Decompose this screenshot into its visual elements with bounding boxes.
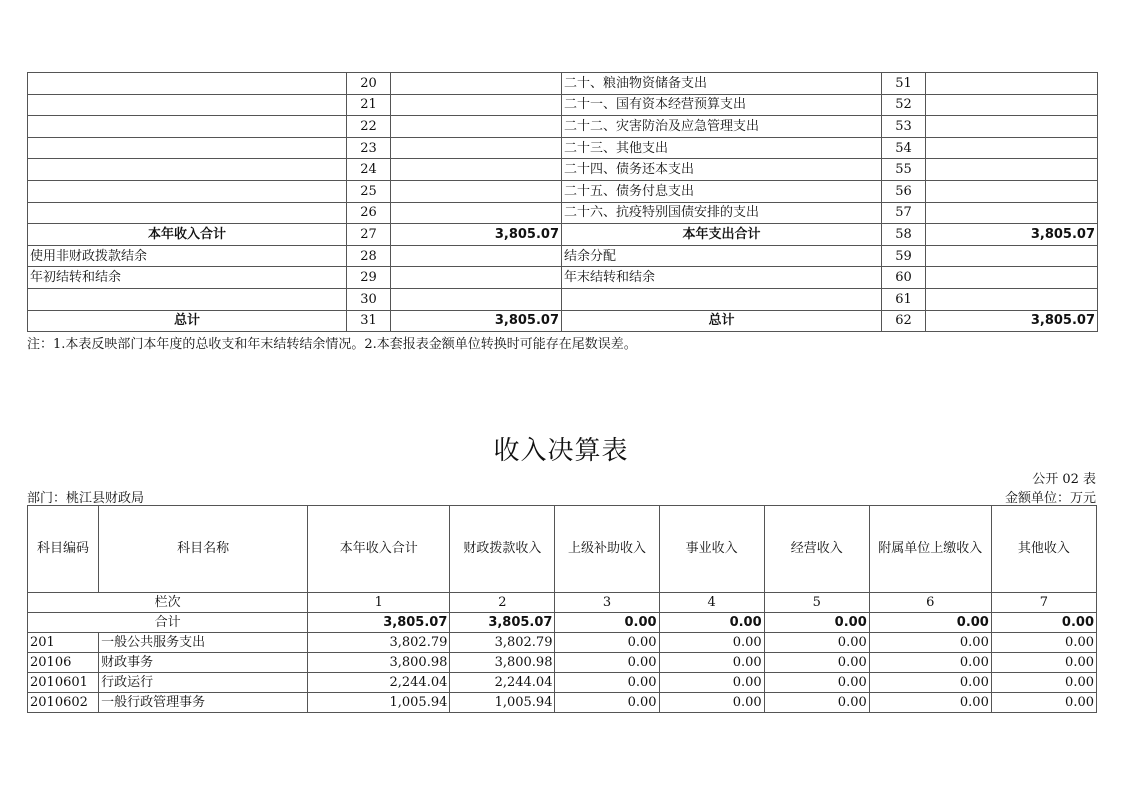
left-line-number: 26 — [347, 202, 391, 224]
header-row — [28, 506, 1097, 593]
right-amount — [926, 202, 1098, 224]
subject-code: 2010601 — [28, 673, 99, 693]
column-number: 7 — [991, 593, 1096, 613]
right-item-label: 结余分配 — [562, 245, 882, 267]
subject-code: 20106 — [28, 653, 99, 673]
right-amount: 3,805.07 — [926, 224, 1098, 246]
right-line-number: 61 — [882, 288, 926, 310]
total-value: 3,805.07 — [450, 613, 555, 633]
left-amount — [391, 202, 562, 224]
summary-row — [28, 73, 1098, 95]
left-line-number: 29 — [347, 267, 391, 289]
amount-cell: 0.00 — [991, 693, 1096, 713]
left-line-number: 24 — [347, 159, 391, 181]
amount-cell: 1,005.94 — [450, 693, 555, 713]
right-amount — [926, 245, 1098, 267]
left-item-label — [28, 159, 347, 181]
column-number: 5 — [764, 593, 869, 613]
column-number: 2 — [450, 593, 555, 613]
column-number-row — [28, 593, 1097, 613]
left-item-label: 总计 — [28, 310, 347, 332]
amount-cell: 0.00 — [869, 673, 991, 693]
summary-row — [28, 159, 1098, 181]
summary-row — [28, 288, 1098, 310]
left-item-label — [28, 288, 347, 310]
right-line-number: 51 — [882, 73, 926, 95]
left-amount — [391, 267, 562, 289]
right-line-number: 59 — [882, 245, 926, 267]
left-line-number: 21 — [347, 94, 391, 116]
left-amount — [391, 137, 562, 159]
right-line-number: 58 — [882, 224, 926, 246]
right-item-label: 二十、粮油物资储备支出 — [562, 73, 882, 95]
left-amount — [391, 159, 562, 181]
subject-name: 行政运行 — [99, 673, 308, 693]
summary-note: 注：1.本表反映部门本年度的总收支和年末结转结余情况。2.本套报表金额单位转换时可能存在尾数误差。 — [27, 337, 637, 352]
amount-cell: 0.00 — [659, 693, 764, 713]
summary-row — [28, 245, 1098, 267]
amount-cell: 0.00 — [555, 633, 659, 653]
amount-cell: 0.00 — [869, 653, 991, 673]
amount-cell: 0.00 — [764, 693, 869, 713]
right-item-label: 年末结转和结余 — [562, 267, 882, 289]
left-line-number: 20 — [347, 73, 391, 95]
right-amount — [926, 159, 1098, 181]
total-value: 3,805.07 — [308, 613, 450, 633]
summary-row — [28, 267, 1098, 289]
right-item-label: 二十一、国有资本经营预算支出 — [562, 94, 882, 116]
summary-row — [28, 94, 1098, 116]
right-line-number: 52 — [882, 94, 926, 116]
column-number: 4 — [659, 593, 764, 613]
total-label: 合计 — [28, 613, 308, 633]
right-line-number: 60 — [882, 267, 926, 289]
right-item-label: 二十五、债务付息支出 — [562, 180, 882, 202]
left-item-label — [28, 94, 347, 116]
left-item-label — [28, 73, 347, 95]
amount-cell: 3,800.98 — [308, 653, 450, 673]
subject-name: 一般行政管理事务 — [99, 693, 308, 713]
amount-cell: 0.00 — [764, 673, 869, 693]
amount-cell: 0.00 — [764, 633, 869, 653]
header-cell: 事业收入 — [659, 506, 764, 593]
right-item-label: 总计 — [562, 310, 882, 332]
amount-cell: 2,244.04 — [450, 673, 555, 693]
right-line-number: 57 — [882, 202, 926, 224]
left-line-number: 30 — [347, 288, 391, 310]
left-amount — [391, 245, 562, 267]
table-row — [28, 653, 1097, 673]
summary-row — [28, 116, 1098, 138]
right-amount — [926, 94, 1098, 116]
page-title: 收入决算表 — [493, 436, 629, 466]
amount-cell: 0.00 — [659, 653, 764, 673]
right-amount — [926, 288, 1098, 310]
amount-cell: 3,800.98 — [450, 653, 555, 673]
total-value: 0.00 — [764, 613, 869, 633]
left-item-label: 本年收入合计 — [28, 224, 347, 246]
right-amount — [926, 73, 1098, 95]
right-item-label: 本年支出合计 — [562, 224, 882, 246]
left-amount — [391, 288, 562, 310]
right-line-number: 62 — [882, 310, 926, 332]
right-item-label: 二十六、抗疫特别国债安排的支出 — [562, 202, 882, 224]
left-amount — [391, 94, 562, 116]
left-amount — [391, 180, 562, 202]
column-number: 3 — [555, 593, 659, 613]
right-amount: 3,805.07 — [926, 310, 1098, 332]
left-line-number: 23 — [347, 137, 391, 159]
amount-cell: 0.00 — [869, 633, 991, 653]
left-item-label: 使用非财政拨款结余 — [28, 245, 347, 267]
left-item-label — [28, 180, 347, 202]
amount-cell: 0.00 — [555, 693, 659, 713]
header-cell: 其他收入 — [991, 506, 1096, 593]
total-value: 0.00 — [869, 613, 991, 633]
left-line-number: 31 — [347, 310, 391, 332]
header-cell: 经营收入 — [764, 506, 869, 593]
department-label: 部门：桃江县财政局 — [27, 491, 145, 506]
left-item-label — [28, 137, 347, 159]
right-line-number: 55 — [882, 159, 926, 181]
amount-cell: 0.00 — [764, 653, 869, 673]
right-amount — [926, 137, 1098, 159]
right-item-label — [562, 288, 882, 310]
summary-row — [28, 202, 1098, 224]
summary-total-row — [28, 224, 1098, 246]
left-line-number: 28 — [347, 245, 391, 267]
right-line-number: 56 — [882, 180, 926, 202]
table-row — [28, 673, 1097, 693]
header-cell: 财政拨款收入 — [450, 506, 555, 593]
table-code: 公开 02 表 — [1032, 472, 1096, 487]
amount-cell: 0.00 — [991, 633, 1096, 653]
amount-cell: 3,802.79 — [308, 633, 450, 653]
column-number: 1 — [308, 593, 450, 613]
total-value: 0.00 — [991, 613, 1096, 633]
amount-cell: 2,244.04 — [308, 673, 450, 693]
right-item-label: 二十三、其他支出 — [562, 137, 882, 159]
summary-row — [28, 180, 1098, 202]
unit-label: 金额单位：万元 — [1004, 491, 1096, 506]
amount-cell: 0.00 — [869, 693, 991, 713]
column-row-label: 栏次 — [28, 593, 308, 613]
left-line-number: 27 — [347, 224, 391, 246]
total-value: 0.00 — [659, 613, 764, 633]
subject-code: 201 — [28, 633, 99, 653]
subject-code: 2010602 — [28, 693, 99, 713]
summary-total-row — [28, 310, 1098, 332]
left-amount: 3,805.07 — [391, 224, 562, 246]
amount-cell: 0.00 — [659, 673, 764, 693]
right-line-number: 53 — [882, 116, 926, 138]
right-amount — [926, 116, 1098, 138]
header-cell: 本年收入合计 — [308, 506, 450, 593]
header-cell: 上级补助收入 — [555, 506, 659, 593]
amount-cell: 3,802.79 — [450, 633, 555, 653]
header-cell: 附属单位上缴收入 — [869, 506, 991, 593]
column-number: 6 — [869, 593, 991, 613]
total-value: 0.00 — [555, 613, 659, 633]
table-row — [28, 633, 1097, 653]
amount-cell: 1,005.94 — [308, 693, 450, 713]
amount-cell: 0.00 — [555, 673, 659, 693]
right-amount — [926, 180, 1098, 202]
subject-name: 一般公共服务支出 — [99, 633, 308, 653]
left-amount: 3,805.07 — [391, 310, 562, 332]
amount-cell: 0.00 — [991, 673, 1096, 693]
amount-cell: 0.00 — [659, 633, 764, 653]
amount-cell: 0.00 — [555, 653, 659, 673]
left-item-label — [28, 202, 347, 224]
total-row — [28, 613, 1097, 633]
header-cell: 科目名称 — [99, 506, 308, 593]
right-amount — [926, 267, 1098, 289]
header-cell: 科目编码 — [28, 506, 99, 593]
left-amount — [391, 73, 562, 95]
amount-cell: 0.00 — [991, 653, 1096, 673]
right-item-label: 二十二、灾害防治及应急管理支出 — [562, 116, 882, 138]
income-table — [27, 505, 1097, 713]
right-line-number: 54 — [882, 137, 926, 159]
left-amount — [391, 116, 562, 138]
left-item-label: 年初结转和结余 — [28, 267, 347, 289]
left-item-label — [28, 116, 347, 138]
left-line-number: 22 — [347, 116, 391, 138]
right-item-label: 二十四、债务还本支出 — [562, 159, 882, 181]
summary-table — [27, 72, 1098, 332]
left-line-number: 25 — [347, 180, 391, 202]
subject-name: 财政事务 — [99, 653, 308, 673]
summary-row — [28, 137, 1098, 159]
table-row — [28, 693, 1097, 713]
